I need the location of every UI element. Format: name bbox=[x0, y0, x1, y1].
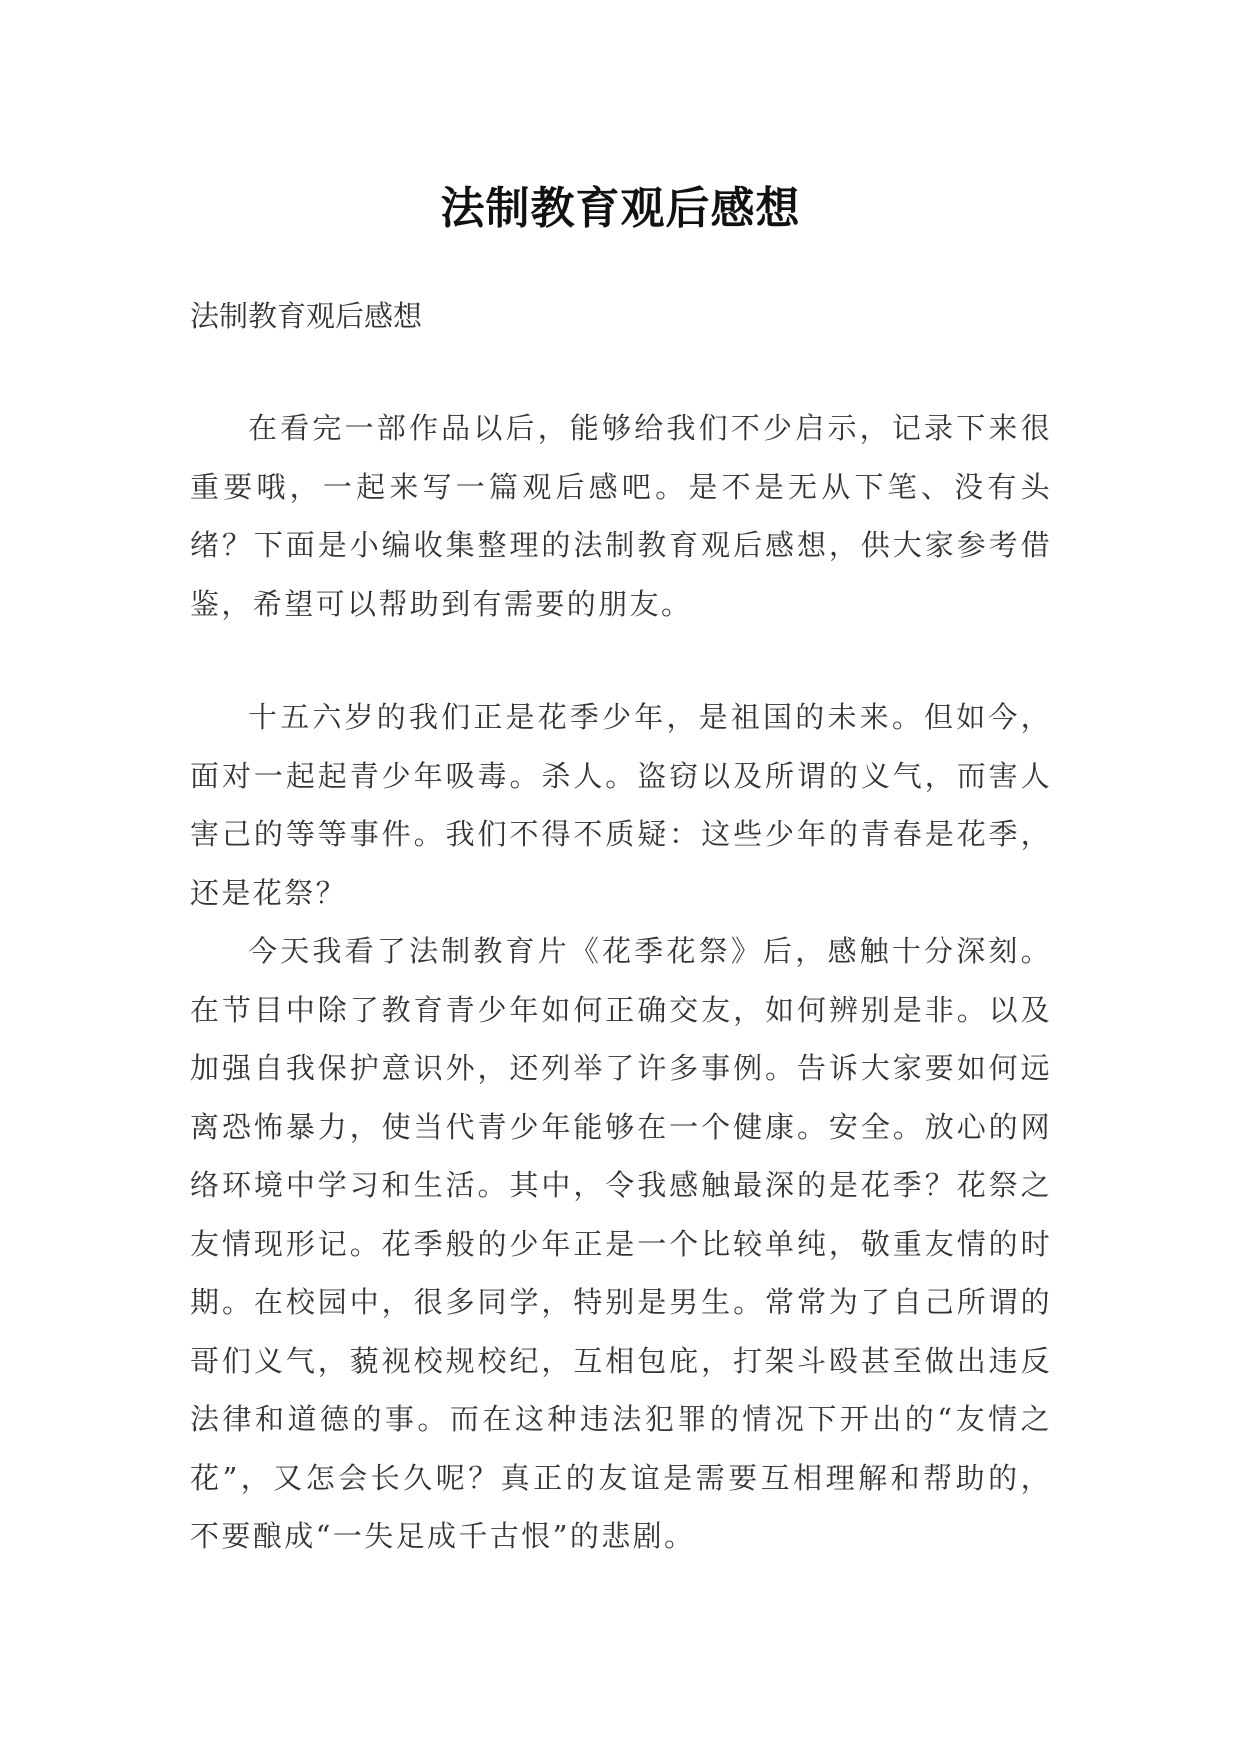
document-title: 法制教育观后感想 bbox=[440, 183, 801, 235]
document-body bbox=[190, 288, 1052, 1566]
document-subtitle: 法制教育观后感想 bbox=[190, 299, 423, 333]
paragraph-1: 十五六岁的我们正是花季少年，是祖国的未来。但如今，面对一起起青少年吸毒。杀人。盗窃以及所谓的义气，而害人害己的等等事件。我们不得不质疑：这些少年的青春是花季，还是花祭？ bbox=[190, 700, 1052, 910]
paragraph-intro: 在看完一部作品以后，能够给我们不少启示，记录下来很重要哦，一起来写一篇观后感吧。是不是无从下笔、没有头绪？下面是小编收集整理的法制教育观后感想，供大家参考借鉴，希望可以帮助到有需要的朋友。 bbox=[190, 411, 1052, 621]
spacer bbox=[190, 345, 1052, 399]
spacer bbox=[190, 633, 1052, 688]
paragraph-2: 今天我看了法制教育片《花季花祭》后，感触十分深刻。在节目中除了教育青少年如何正确交友，如何辨别是非。以及加强自我保护意识外，还列举了许多事例。告诉大家要如何远离恐怖暴力，使当代青少年能够在一个健康。安全。放心的网络环境中学习和生活。其中，令我感触最深的是花季？花祭之友情现形记。花季般的少年正是一个比较单纯，敬重友情的时期。在校园中，很多同学，特别是男生。常常为了自己所谓的哥们义气，藐视校规校纪，互相包庇，打架斗殴甚至做出违反法律和道德的事。而在这种违法犯罪的情况下开出的“友情之花”，又怎会长久呢？真正的友谊是需要互相理解和帮助的，不要酿成“一失足成千古恨”的悲剧。 bbox=[190, 934, 1052, 1553]
